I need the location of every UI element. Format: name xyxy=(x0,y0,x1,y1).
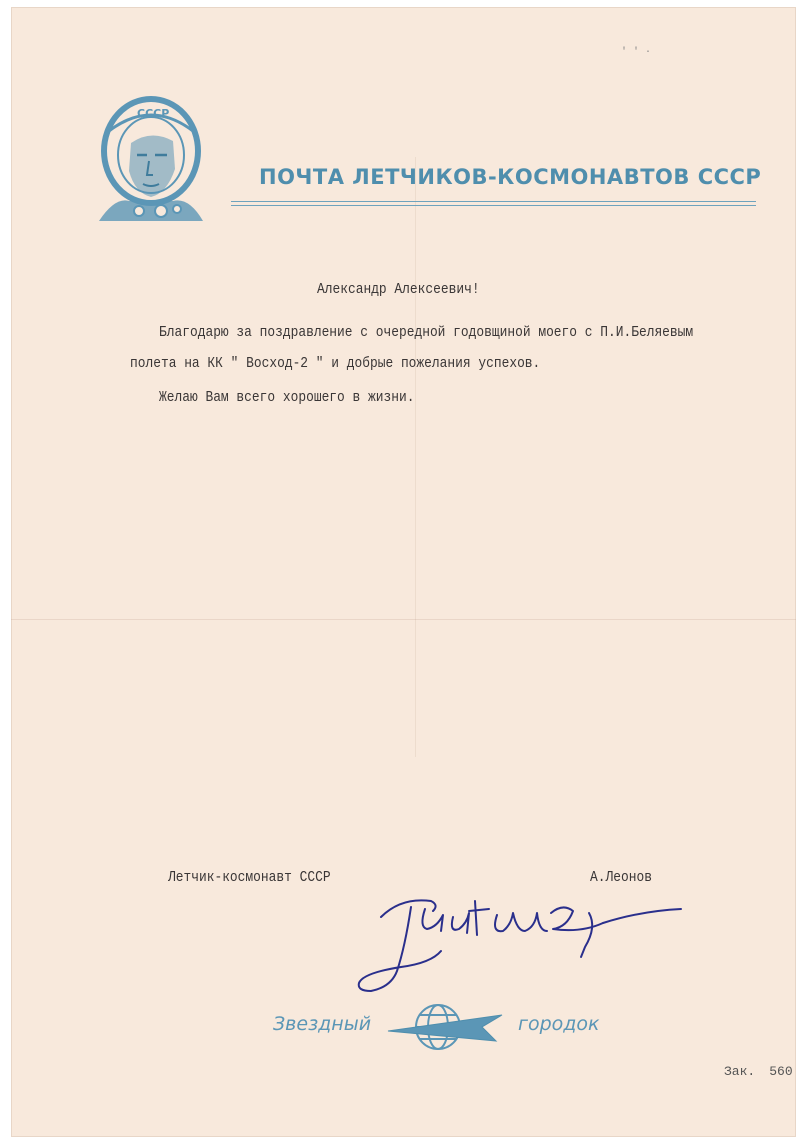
letter-paragraph-2: полета на КК " Восход-2 " и добрые пожелания успехов. xyxy=(130,355,541,372)
fold-line-vertical xyxy=(415,157,416,757)
footer-place-right: городок xyxy=(518,1013,600,1035)
fold-line xyxy=(11,619,796,620)
letterhead-title: ПОЧТА ЛЕТЧИКОВ-КОСМОНАВТОВ СССР xyxy=(259,165,762,189)
order-label: Зак. xyxy=(724,1064,756,1079)
letter-paragraph-1: Благодарю за поздравление с очередной годовщиной моего с П.И.Беляевым xyxy=(159,324,694,341)
salutation: Александр Алексеевич! xyxy=(317,281,480,298)
order-value: 560 xyxy=(769,1064,793,1079)
letterhead-rule-secondary xyxy=(231,205,756,206)
footer-place-left: Звездный xyxy=(273,1013,372,1035)
globe-rocket-emblem-icon xyxy=(384,997,506,1057)
letterhead-rule xyxy=(231,201,756,202)
signatory-title: Летчик-космонавт СССР xyxy=(168,869,331,886)
cosmonaut-logo-icon xyxy=(95,89,207,229)
signatory-name: А.Леонов xyxy=(590,869,652,886)
order-number xyxy=(724,1064,800,1079)
letter-paragraph-3: Желаю Вам всего хорошего в жизни. xyxy=(159,389,415,406)
corner-marks: ' ' · xyxy=(621,47,652,58)
handwritten-signature xyxy=(341,887,701,997)
logo-helmet-text: CCCP xyxy=(137,107,170,120)
letter-sheet xyxy=(11,7,796,1137)
